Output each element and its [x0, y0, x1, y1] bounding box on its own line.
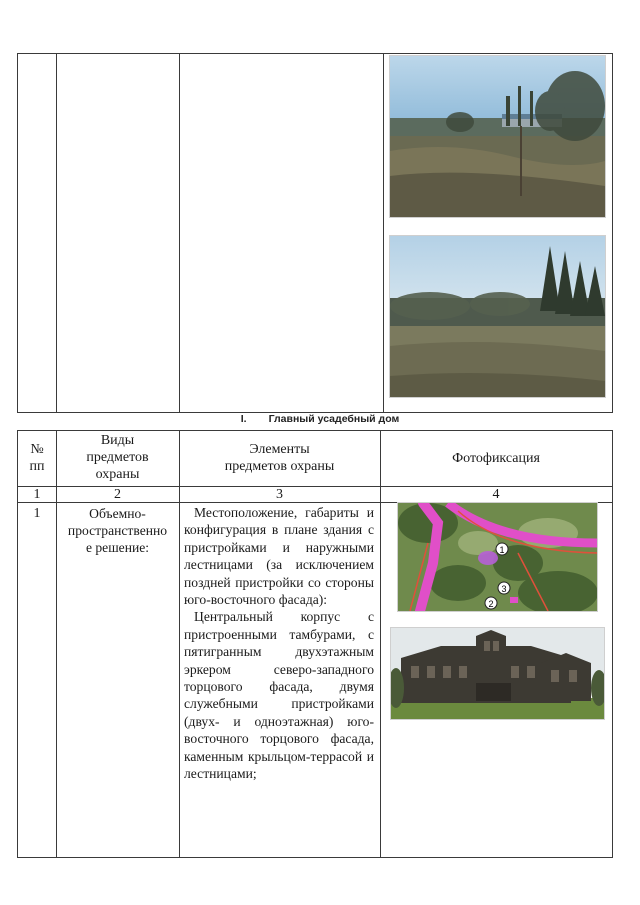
- table-top-border: [17, 430, 613, 431]
- header-elements: Элементы предметов охраны: [224, 442, 335, 474]
- description-paragraph-2: Центральный корпус с пристроенными тамбурами, с пятигранным двухэтажным эркером северо-западного торцового фасада, двумя служебными пристройками (двух- и одноэтажная) юго-восточного торцового фасада, каменным крыльцом-террасой и лестницами;: [184, 609, 374, 782]
- table-border-right: [612, 430, 613, 858]
- section-title: [0, 413, 640, 425]
- header-photo: Фотофиксация: [452, 451, 540, 466]
- col-number-1: 1: [33, 487, 41, 502]
- header-types: Виды предметов охраны: [86, 433, 149, 482]
- col-number-3: 3: [276, 487, 283, 502]
- map-marker-3: [498, 582, 510, 594]
- table-bottom-border: [17, 857, 613, 858]
- map-marker-2: [485, 597, 497, 609]
- table-border-right: [612, 53, 613, 413]
- row-description: [184, 504, 374, 783]
- table-border-col1: [56, 53, 57, 413]
- site-map-image: [397, 502, 598, 612]
- table-border-col2: [179, 53, 180, 413]
- section-number: I.: [240, 413, 247, 425]
- manor-house-photo: [390, 627, 605, 720]
- landscape-photo-1: [389, 55, 606, 218]
- map-marker-1: [496, 543, 508, 555]
- table-border-left: [17, 53, 18, 413]
- col-number-2: 2: [114, 487, 121, 502]
- row-number: 1: [33, 506, 41, 521]
- section-title-text: Главный усадебный дом: [268, 413, 400, 425]
- map-marker-3-label: 3: [501, 584, 507, 594]
- table-top-border: [17, 53, 613, 54]
- map-marker-1-label: 1: [499, 545, 505, 555]
- description-paragraph-1: Местоположение, габариты и конфигурация в плане здания с пристройками и наружными лестницами (за исключением поздней пристройки со стороны юго-восточного фасада):: [184, 505, 374, 608]
- header-num: № пп: [29, 442, 45, 474]
- row-type: Объемно- пространственно е решение:: [67, 506, 168, 555]
- landscape-photo-2: [389, 235, 606, 398]
- map-marker-2-label: 2: [488, 599, 494, 609]
- col-number-4: 4: [492, 487, 500, 502]
- table-border-col3: [383, 53, 384, 413]
